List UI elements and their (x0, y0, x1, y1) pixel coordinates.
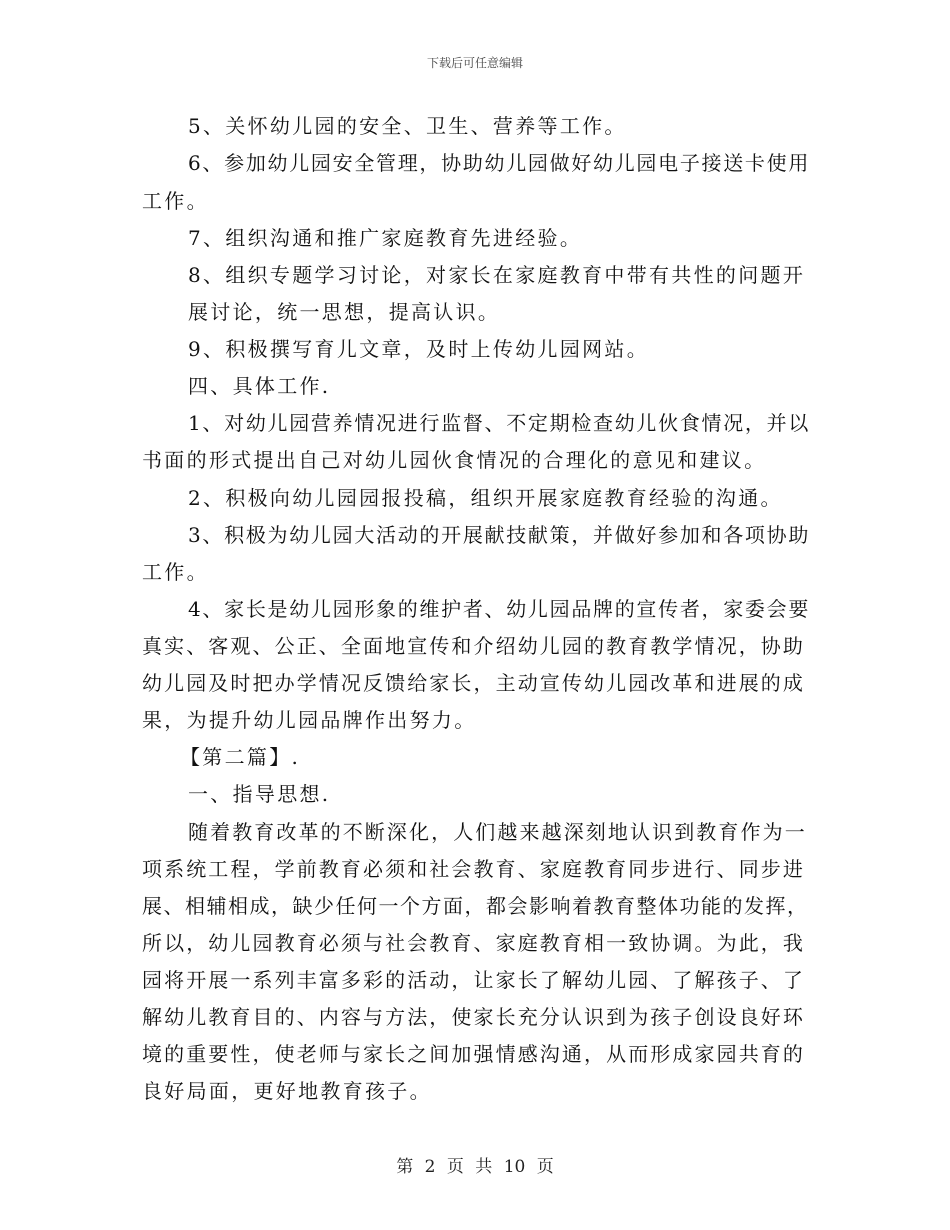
text-line: 所以，幼儿园教育必须与社会教育、家庭教育相一致协调。为此，我 (142, 931, 805, 955)
text-line: 项系统工程，学前教育必须和社会教育、家庭教育同步进行、同步进 (142, 857, 805, 881)
text-line: 6、参加幼儿园安全管理，协助幼儿园做好幼儿园电子接送卡使用 (188, 151, 811, 175)
text-line: 境的重要性，使老师与家长之间加强情感沟通，从而形成家园共育的 (142, 1042, 805, 1066)
text-line: 书面的形式提出自己对幼儿园伙食情况的合理化的意见和建议。 (142, 448, 767, 472)
text-line: 园将开展一系列丰富多彩的活动，让家长了解幼儿园、了解孩子、了 (142, 968, 805, 992)
text-line: 良好局面，更好地教育孩子。 (142, 1079, 432, 1103)
text-line: 解幼儿教育目的、内容与方法，使家长充分认识到为孩子创设良好环 (142, 1005, 805, 1029)
text-line: 幼儿园及时把办学情况反馈给家长，主动宣传幼儿园改革和进展的成 (142, 671, 805, 695)
text-line: 展、相辅相成，缺少任何一个方面，都会影响着教育整体功能的发挥， (142, 894, 809, 918)
text-line: 2、积极向幼儿园园报投稿，组织开展家庭教育经验的沟通。 (188, 486, 783, 510)
text-line: 真实、客观、公正、全面地宣传和介绍幼儿园的教育教学情况，协助 (142, 634, 805, 658)
text-line: 9、积极撰写育儿文章，及时上传幼儿园网站。 (188, 337, 650, 361)
section-heading: 一、指导思想. (188, 782, 331, 806)
text-line: 果，为提升幼儿园品牌作出努力。 (142, 708, 477, 732)
text-line: 5、关怀幼儿园的安全、卫生、营养等工作。 (188, 114, 627, 138)
page-header: 下载后可任意编辑 (426, 56, 523, 70)
text-line: 7、组织沟通和推广家庭教育先进经验。 (188, 226, 583, 250)
text-line: 4、家长是幼儿园形象的维护者、幼儿园品牌的宣传者，家委会要 (188, 597, 811, 621)
text-line: 工作。 (142, 560, 209, 584)
part-heading: 【第二篇】. (180, 745, 301, 769)
page-footer: 第 2 页 共 10 页 (396, 1157, 554, 1177)
section-heading: 四、具体工作. (188, 374, 331, 398)
text-line: 随着教育改革的不断深化，人们越来越深刻地认识到教育作为一 (188, 820, 807, 844)
text-line: 3、积极为幼儿园大活动的开展献技献策，并做好参加和各项协助 (188, 523, 811, 547)
text-line: 1、对幼儿园营养情况进行监督、不定期检查幼儿伙食情况，并以 (188, 411, 811, 435)
text-line: 8、组织专题学习讨论，对家长在家庭教育中带有共性的问题开 (188, 263, 806, 287)
text-line: 展讨论，统一思想，提高认识。 (188, 300, 501, 324)
text-line: 工作。 (142, 189, 209, 213)
